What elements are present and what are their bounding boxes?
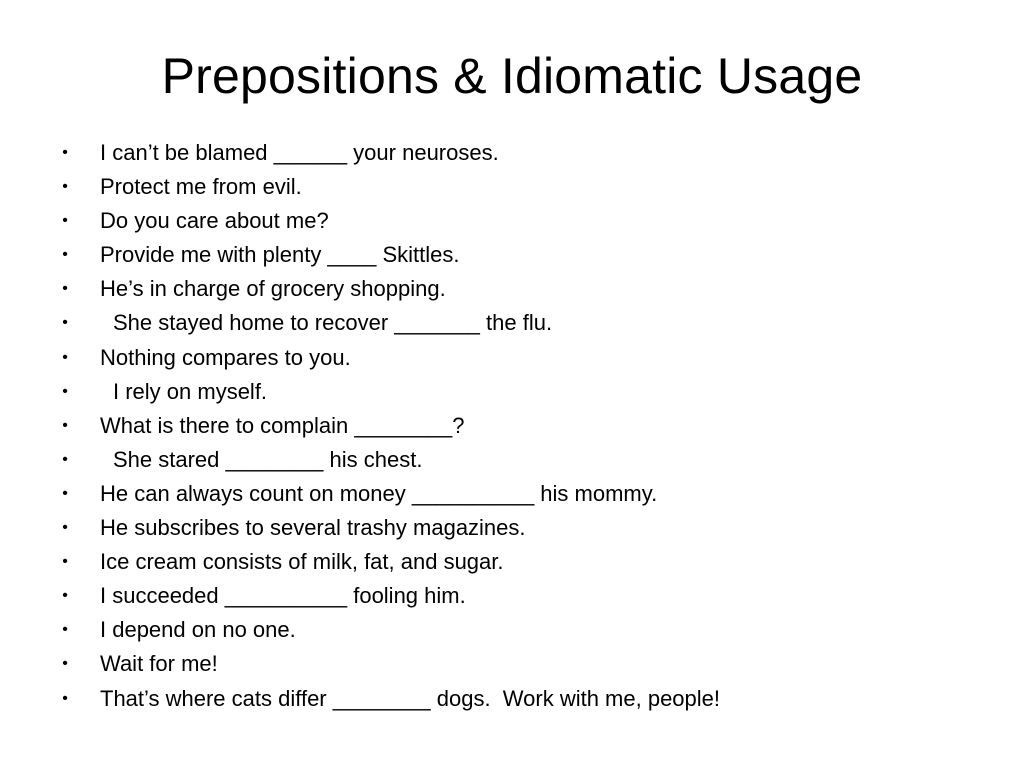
list-item (58, 443, 998, 477)
list-item (58, 409, 998, 443)
list-item (58, 170, 998, 204)
list-item (58, 511, 998, 545)
bullet-icon: • (62, 689, 68, 707)
list-item-text: She stared ________ his chest. (113, 446, 423, 472)
bullet-icon: • (62, 348, 68, 366)
bullet-list (58, 136, 998, 716)
list-item-text: He subscribes to several trashy magazines. (100, 515, 526, 541)
bullet-icon: • (62, 382, 68, 400)
bullet-icon: • (62, 246, 68, 264)
list-item-text: I succeeded __________ fooling him. (100, 583, 466, 609)
list-item (58, 682, 998, 716)
list-item (58, 477, 998, 511)
list-item (58, 613, 998, 647)
list-item-text: He can always count on money __________ his mommy. (100, 480, 658, 506)
list-item (58, 136, 998, 170)
list-item-text: I depend on no one. (100, 617, 296, 643)
bullet-icon: • (62, 553, 68, 571)
list-item-text: Nothing compares to you. (100, 344, 351, 370)
list-item-text: I can’t be blamed ______ your neuroses. (100, 140, 499, 165)
list-item (58, 341, 998, 375)
list-item (58, 272, 998, 306)
list-item-text: He’s in charge of grocery shopping. (100, 276, 446, 302)
list-item-text: Ice cream consists of milk, fat, and sugar. (100, 549, 504, 575)
list-item (58, 204, 998, 238)
list-item-text: Protect me from evil. (100, 174, 302, 200)
list-item (58, 545, 998, 579)
list-item (58, 238, 998, 272)
bullet-icon: • (62, 144, 68, 161)
bullet-icon: • (62, 416, 68, 434)
bullet-icon: • (62, 621, 68, 639)
list-item-text: What is there to complain ________? (100, 412, 465, 438)
slide-title: Prepositions & Idiomatic Usage (161, 48, 863, 104)
bullet-icon: • (62, 280, 68, 298)
bullet-icon: • (62, 178, 68, 196)
list-item-text: She stayed home to recover _______ the flu. (113, 310, 553, 336)
list-item-text: Wait for me! (100, 651, 218, 677)
bullet-icon: • (62, 587, 68, 605)
list-item (58, 579, 998, 613)
bullet-icon: • (62, 314, 68, 332)
list-item (58, 375, 998, 409)
list-item-text: I rely on myself. (113, 378, 268, 404)
bullet-icon: • (62, 212, 68, 230)
list-item (58, 306, 998, 340)
bullet-icon: • (62, 450, 68, 468)
bullet-icon: • (62, 484, 68, 502)
bullet-icon: • (62, 655, 68, 673)
list-item-text: Provide me with plenty ____ Skittles. (100, 242, 460, 268)
bullet-icon: • (62, 519, 68, 537)
list-item-text: That’s where cats differ ________ dogs. Work with me, people! (100, 685, 721, 711)
list-item-text: Do you care about me? (100, 208, 329, 234)
list-item (58, 647, 998, 681)
